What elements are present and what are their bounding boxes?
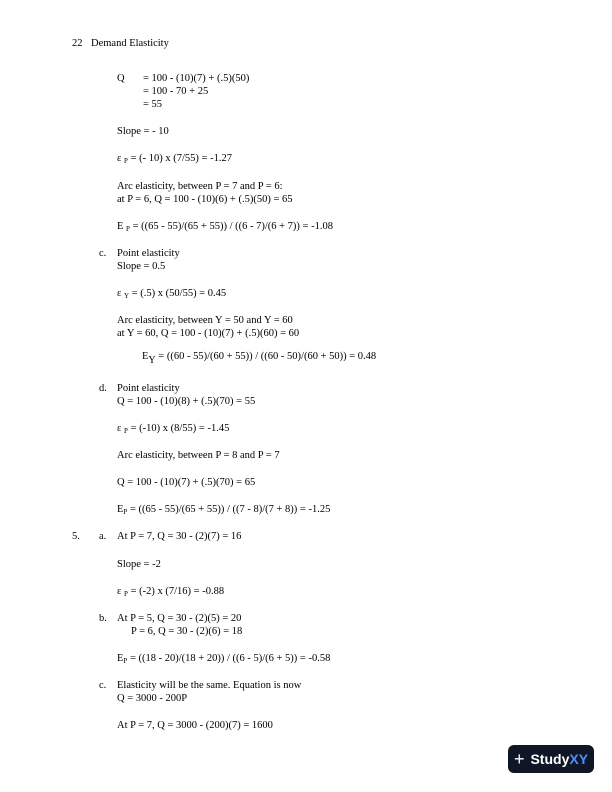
epsilon-symbol: ε	[117, 423, 122, 434]
page-number: 22	[72, 38, 83, 49]
question-number: 5.	[72, 531, 80, 542]
subscript: P	[124, 157, 128, 165]
subscript: Y	[124, 292, 130, 300]
equation-line: Q = 100 - (10)(7) + (.5)(70) = 65	[117, 477, 256, 488]
subscript: P	[124, 427, 128, 435]
elasticity-line: ε P = (-2) x (7/16) = -0.88	[117, 586, 225, 598]
epsilon-symbol: ε	[117, 153, 122, 164]
elasticity-line: EP = ((65 - 55)/(65 + 55)) / ((7 - 8)/(7 + 8)) = -1.25	[117, 504, 331, 516]
plus-icon: +	[513, 749, 525, 769]
epsilon-symbol: ε	[117, 288, 122, 299]
equation-line: At P = 7, Q = 30 - (2)(7) = 16	[117, 531, 242, 542]
equation-line: At P = 5, Q = 30 - (2)(5) = 20	[117, 613, 242, 624]
item-marker: c.	[99, 248, 107, 259]
e-symbol: E	[117, 221, 124, 232]
text-line: Elasticity will be the same. Equation is now	[117, 680, 302, 691]
item-marker: c.	[99, 680, 107, 691]
equation-line: Q = 100 - (10)(8) + (.5)(70) = 55	[117, 396, 256, 407]
q-label: Q	[117, 73, 125, 84]
e-symbol: E	[117, 653, 124, 664]
text-line: at Y = 60, Q = 100 - (10)(7) + (.5)(60) = 60	[117, 328, 300, 339]
elasticity-line: ε P = (-10) x (8/55) = -1.45	[117, 423, 230, 435]
equation-line: = 100 - (10)(7) + (.5)(50)	[143, 73, 250, 84]
elasticity-line: ε Y = (.5) x (50/55) = 0.45	[117, 288, 227, 300]
text-line: Point elasticity	[117, 248, 180, 259]
text-line: Point elasticity	[117, 383, 180, 394]
equation-line: Q = 3000 - 200P	[117, 693, 188, 704]
elasticity-line: E P = ((65 - 55)/(65 + 55)) / ((6 - 7)/(6 + 7)) = -1.08	[117, 221, 333, 233]
elasticity-line: ε P = (- 10) x (7/55) = -1.27	[117, 153, 232, 165]
slope-line: Slope = -2	[117, 559, 161, 570]
text-line: Arc elasticity, between Y = 50 and Y = 60	[117, 315, 293, 326]
studyxy-badge[interactable]	[508, 745, 594, 773]
e-symbol: E	[142, 351, 149, 362]
item-marker: d.	[99, 383, 107, 394]
chapter-title: Demand Elasticity	[91, 38, 169, 49]
item-marker: a.	[99, 531, 107, 542]
subscript: P	[124, 590, 128, 598]
subscript: P	[126, 225, 130, 233]
subscript: P	[123, 508, 128, 516]
text-line: at P = 6, Q = 100 - (10)(6) + (.5)(50) = 65	[117, 194, 293, 205]
slope-line: Slope = 0.5	[117, 261, 166, 272]
item-marker: b.	[99, 613, 107, 624]
subscript: Y	[148, 355, 156, 366]
text-line: Arc elasticity, between P = 8 and P = 7	[117, 450, 280, 461]
slope-line: Slope = - 10	[117, 126, 169, 137]
equation-line: = 100 - 70 + 25	[143, 86, 209, 97]
equation-line: At P = 7, Q = 3000 - (200)(7) = 1600	[117, 720, 273, 731]
equation-line: = 55	[143, 99, 163, 110]
elasticity-line: EP = ((18 - 20)/(18 + 20)) / ((6 - 5)/(6 + 5)) = -0.58	[117, 653, 331, 665]
brand-logo-text: StudyXY	[530, 751, 589, 767]
subscript: P	[123, 657, 128, 665]
equation-line: P = 6, Q = 30 - (2)(6) = 18	[131, 626, 243, 637]
epsilon-symbol: ε	[117, 586, 122, 597]
elasticity-line: EY = ((60 - 55)/(60 + 55)) / ((60 - 50)/(60 + 50)) = 0.48	[142, 351, 377, 366]
text-line: Arc elasticity, between P = 7 and P = 6:	[117, 181, 283, 192]
e-symbol: E	[117, 504, 124, 515]
